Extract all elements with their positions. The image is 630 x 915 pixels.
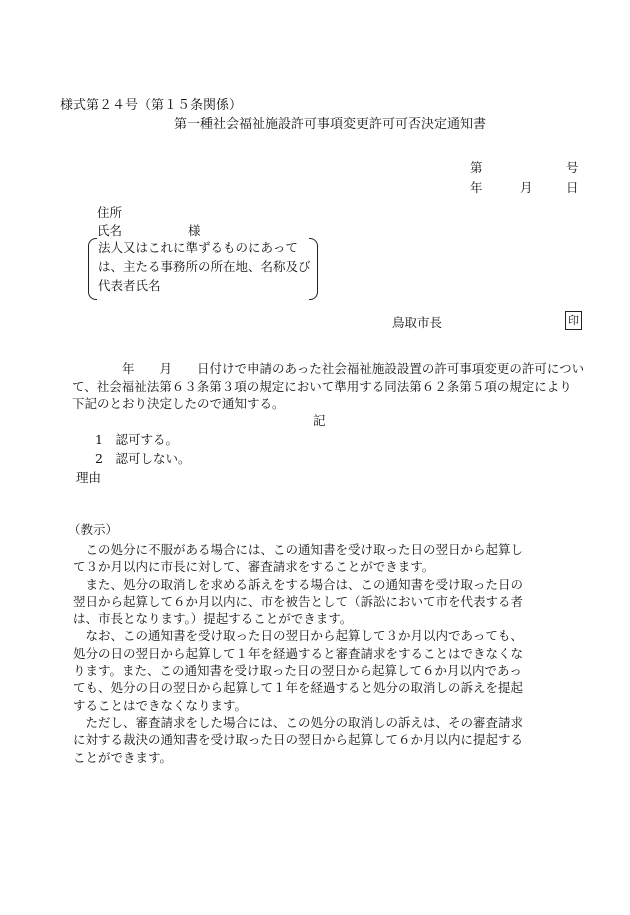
- reference-no-suffix: 号: [566, 160, 579, 175]
- ki-heading: 記: [313, 413, 326, 428]
- document-title: 第一種社会福祉施設許可事項変更許可可否決定通知書: [173, 117, 486, 132]
- name-label: 氏名: [97, 223, 123, 238]
- notice-line: に対する裁決の通知書を受け取った日の翌日から起算して６か月以内に提起する: [73, 732, 524, 748]
- reference-number: [470, 160, 580, 178]
- reason-label: 理由: [76, 470, 102, 485]
- bracket-line: 代表者氏名: [98, 278, 161, 293]
- notice-line: は、市長となります。）提起することができます。: [73, 611, 353, 627]
- body-paragraph: [72, 360, 585, 413]
- bracket-left: [88, 238, 97, 300]
- honorific: 様: [188, 223, 201, 238]
- notice-line: ても、処分の日の翌日から起算して１年を経過すると処分の取消しの訴えを提起: [73, 680, 524, 696]
- corporate-note-bracket: [88, 238, 318, 300]
- body-line: 下記のとおり決定したので通知する。: [72, 396, 285, 411]
- notice-line: て３か月以内に市長に対して、審査請求をすることができます。: [73, 559, 435, 575]
- notice-line: なお、この通知書を受け取った日の翌日から起算して３か月以内であっても、: [73, 628, 523, 644]
- notice-line: また、処分の取消しを求める訴えをする場合は、この通知書を受け取った日の: [73, 576, 524, 592]
- date-month: 月: [520, 180, 533, 195]
- form-number: 様式第２４号（第１５条関係）: [60, 98, 243, 113]
- notice-line: ことができます。: [73, 749, 173, 765]
- notice-line: この処分に不服がある場合には、この通知書を受け取った日の翌日から起算し: [73, 542, 524, 557]
- notice-line: 翌日から起算して６か月以内に、市を被告として（訴訟において市を代表する者: [73, 593, 524, 609]
- decision-item-reject: 2 認可しない。: [95, 451, 191, 466]
- decision-item-approve: 1 認可する。: [95, 432, 178, 447]
- notice-line: 処分の日の翌日から起算して１年を経過すると審査請求をすることはできなくな: [73, 645, 524, 661]
- notice-text: [73, 541, 585, 766]
- address-label: 住所: [97, 205, 123, 220]
- date-day: 日: [566, 180, 579, 195]
- reference-no-prefix: 第: [470, 160, 483, 175]
- bracket-line: 法人又はこれに準ずるものにあって: [98, 240, 298, 255]
- notice-line: することはできなくなります。: [73, 697, 248, 713]
- body-line: 年 月 日付けで申請のあった社会福祉施設設置の許可事項変更の許可につい: [72, 361, 585, 376]
- seal-mark: 印: [565, 311, 582, 330]
- bracket-line: は、主たる事務所の所在地、名称及び: [98, 259, 311, 274]
- body-line: て、社会福祉法第６３条第３項の規定において準用する同法第６２条第５項の規定により: [72, 378, 572, 394]
- notice-label: （教示）: [68, 522, 119, 537]
- sender-mayor: 鳥取市長: [392, 315, 443, 330]
- notice-line: ります。また、この通知書を受け取った日の翌日から起算して６か月以内であっ: [73, 663, 522, 679]
- notice-line: ただし、審査請求をした場合には、この処分の取消しの訴えは、その審査請求: [73, 714, 524, 730]
- date-year: 年: [470, 180, 483, 195]
- reference-date: [470, 180, 580, 198]
